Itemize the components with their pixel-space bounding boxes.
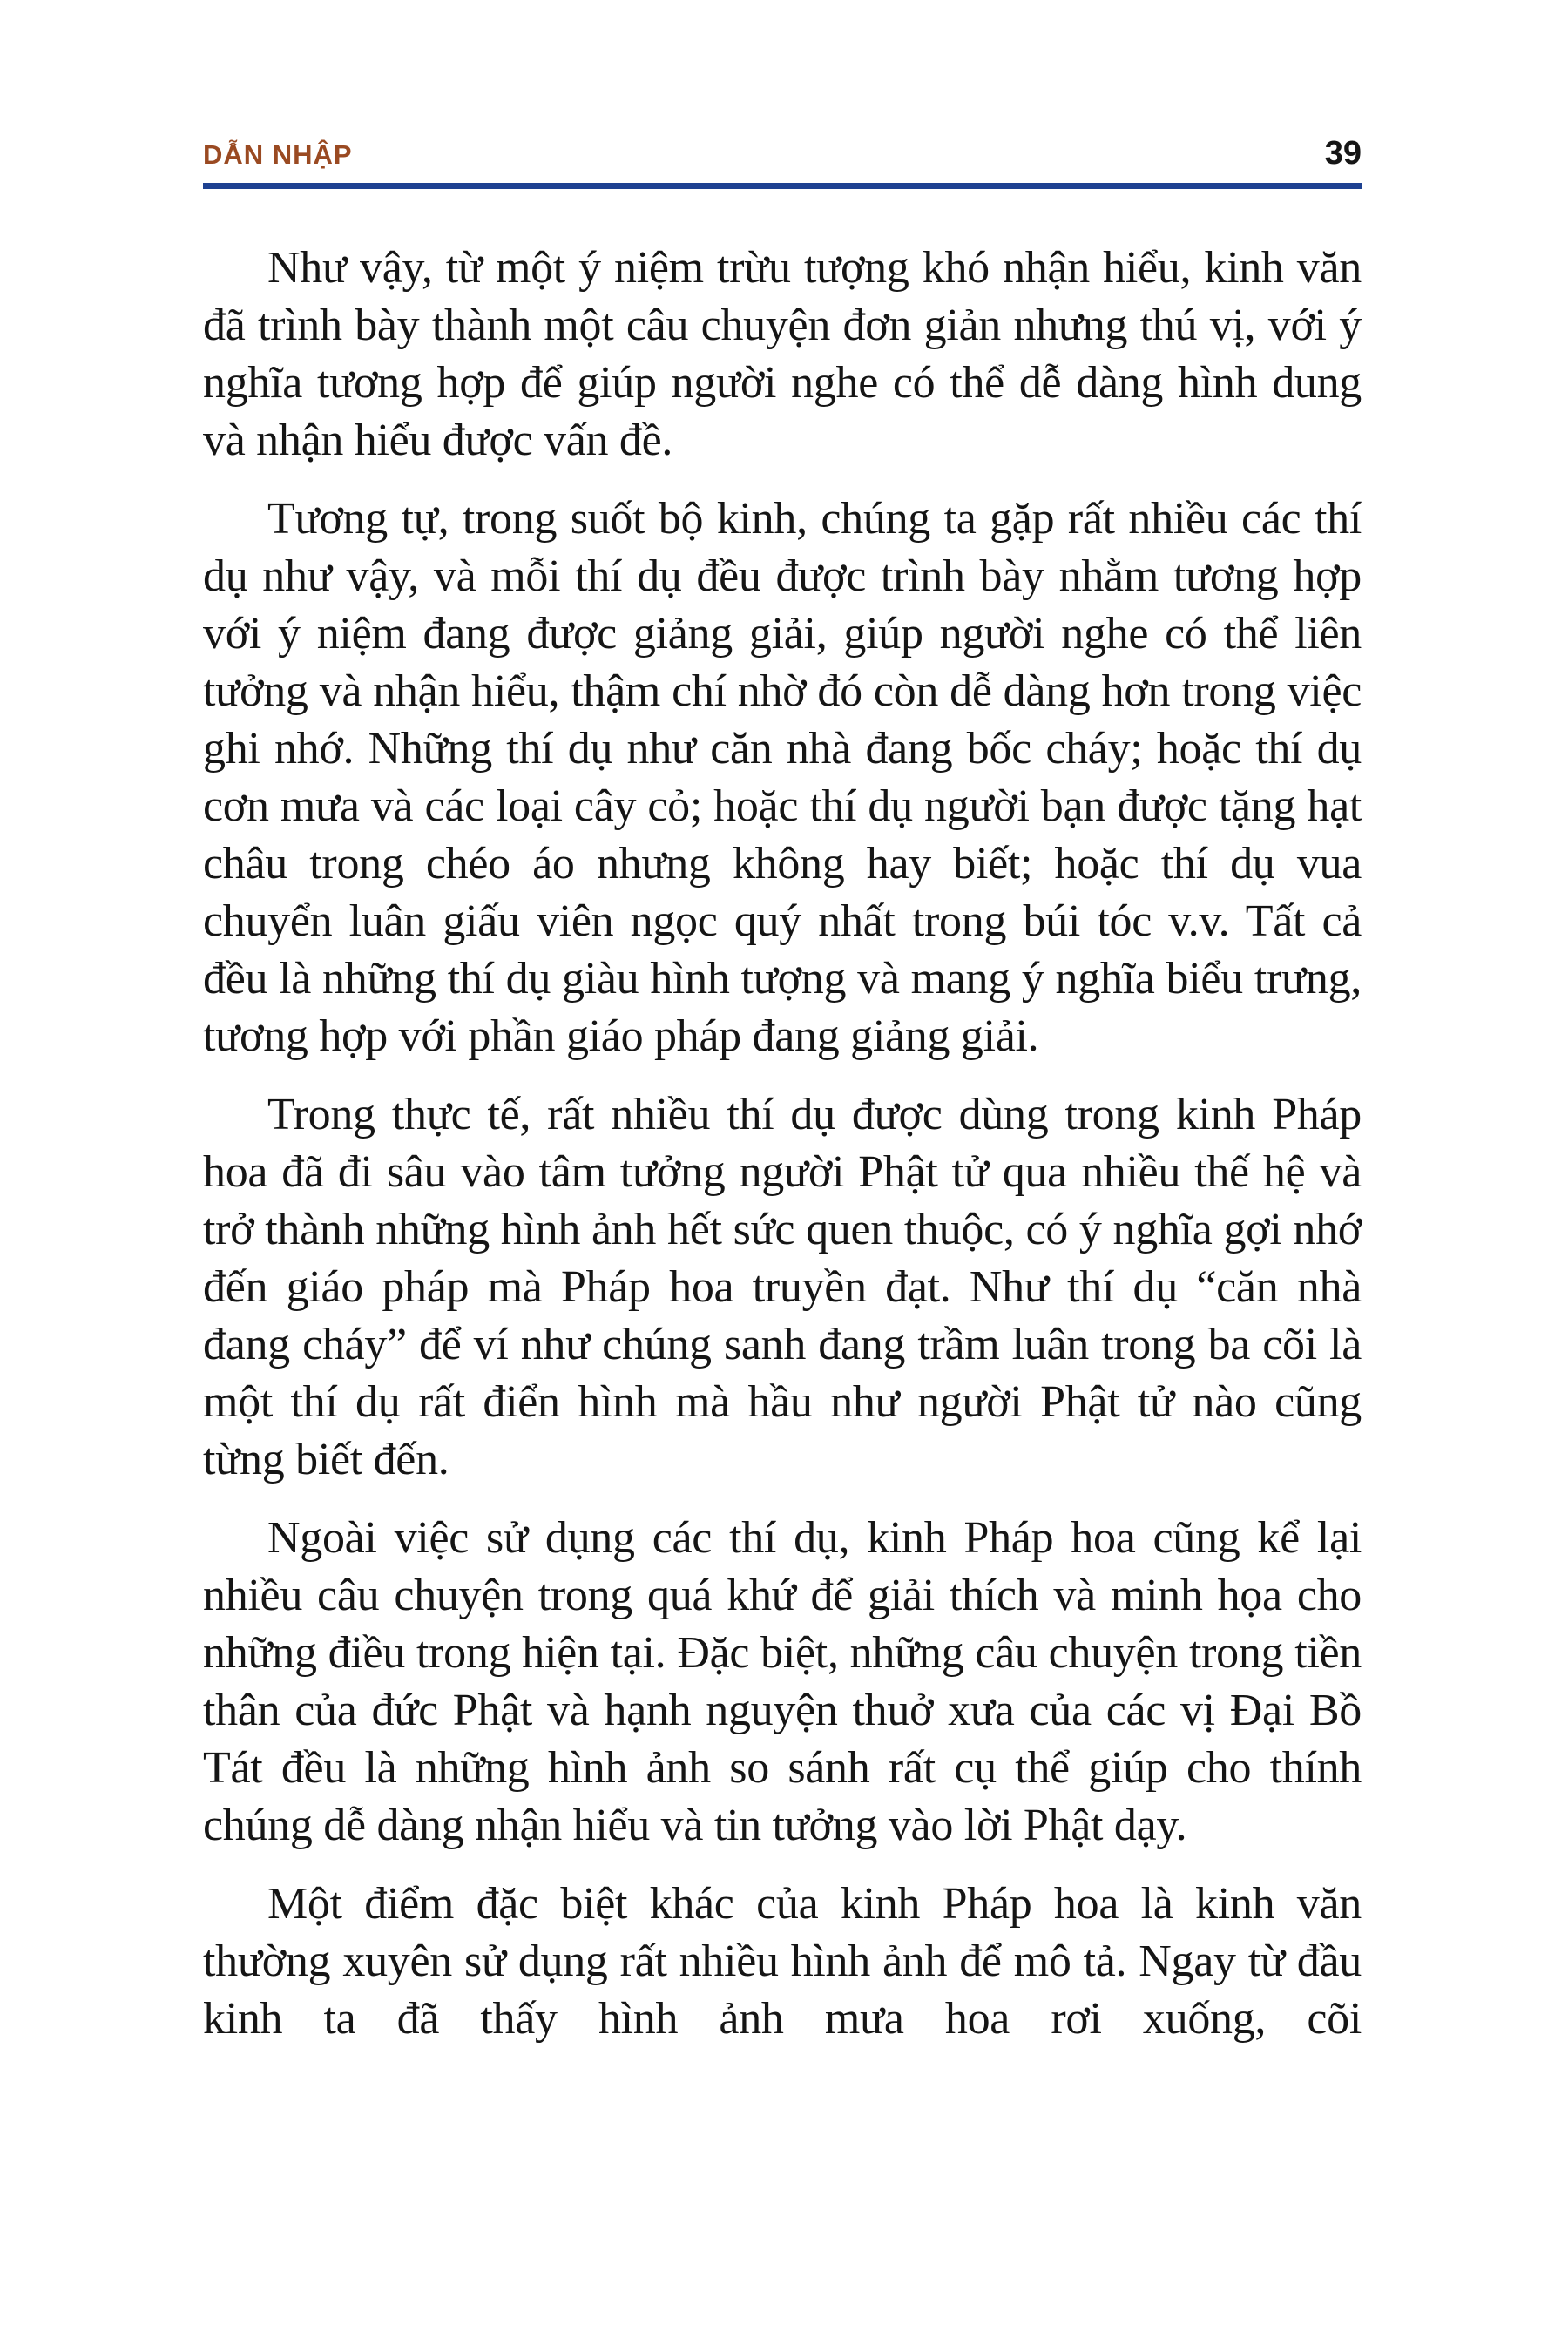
paragraph: Ngoài việc sử dụng các thí dụ, kinh Pháp hoa cũng kể lại nhiều câu chuyện trong quá khứ để giải thích và minh họa cho những điều trong hiện tại. Đặc biệt, những câu chuyện trong tiền thân của đức Phật và hạnh nguyện thuở xưa của các vị Đại Bồ Tát đều là những hình ảnh so sánh rất cụ thể giúp cho thính chúng dễ dàng nhận hiểu và tin tưởng vào lời Phật dạy. <box>203 1512 1362 1850</box>
paragraph: Tương tự, trong suốt bộ kinh, chúng ta gặp rất nhiều các thí dụ như vậy, và mỗi thí dụ đều được trình bày nhằm tương hợp với ý niệm đang được giảng giải, giúp người nghe có thể liên tưởng và nhận hiểu, thậm chí nhờ đó còn dễ dàng hơn trong việc ghi nhớ. Những thí dụ như căn nhà đang bốc cháy; hoặc thí dụ cơn mưa và các loại cây cỏ; hoặc thí dụ người bạn được tặng hạt châu trong chéo áo nhưng không hay biết; hoặc thí dụ vua chuyển luân giấu viên ngọc quý nhất trong búi tóc v.v. Tất cả đều là những thí dụ giàu hình tượng và mang ý nghĩa biểu trưng, tương hợp với phần giáo pháp đang giảng giải. <box>203 493 1362 1061</box>
paragraph: Một điểm đặc biệt khác của kinh Pháp hoa là kinh văn thường xuyên sử dụng rất nhiều hình ảnh để mô tả. Ngay từ đầu kinh ta đã thấy hình ảnh mưa hoa rơi xuống, cõi <box>203 1878 1362 2044</box>
page-number: 39 <box>1324 135 1362 172</box>
paragraph: Như vậy, từ một ý niệm trừu tượng khó nhận hiểu, kinh văn đã trình bày thành một câu chuyện đơn giản nhưng thú vị, với ý nghĩa tương hợp để giúp người nghe có thể dễ dàng hình dung và nhận hiểu được vấn đề. <box>203 242 1362 465</box>
paragraph: Trong thực tế, rất nhiều thí dụ được dùng trong kinh Pháp hoa đã đi sâu vào tâm tưởng người Phật tử qua nhiều thế hệ và trở thành những hình ảnh hết sức quen thuộc, có ý nghĩa gợi nhớ đến giáo pháp mà Pháp hoa truyền đạt. Như thí dụ “căn nhà đang cháy” để ví như chúng sanh đang trầm luân trong ba cõi là một thí dụ rất điển hình mà hầu như người Phật tử nào cũng từng biết đến. <box>203 1089 1362 1484</box>
running-header <box>203 136 1362 189</box>
running-header-title: DẪN NHẬP <box>203 139 353 170</box>
body-text <box>203 240 1362 2048</box>
running-header-row <box>203 136 1362 172</box>
header-rule <box>203 183 1362 189</box>
page-content-column <box>203 136 1362 2048</box>
